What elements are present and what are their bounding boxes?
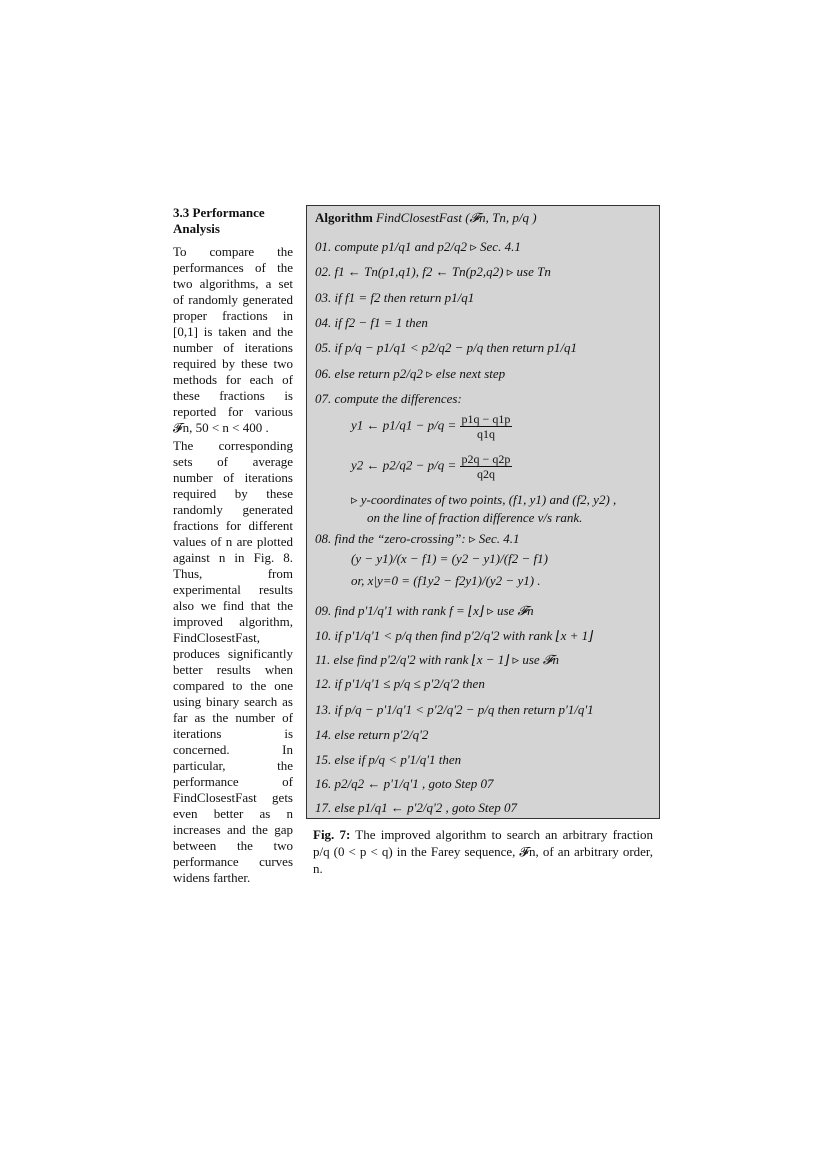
algorithm-keyword: Algorithm [315,210,373,225]
algo-line-17: 17. else p1/q1 ← p'2/q'2 , goto Step 07 [315,800,517,815]
algo-line-03: 03. if f1 = f2 then return p1/q1 [315,290,475,305]
algo-line-01: 01. compute p1/q1 and p2/q2 ▹ Sec. 4.1 [315,239,521,254]
y2-numerator: p2q − q2p [461,452,511,466]
algo-line-13: 13. if p/q − p'1/q'1 < p'2/q'2 − p/q then return p'1/q'1 [315,702,594,717]
algo-y2-row [351,452,512,481]
caption-text: The improved algorithm to search an arbitrary fraction p/q (0 < p < q) in the Farey sequence, 𝓕n, of an arbitrary order, n. [313,827,653,876]
paragraph-2: The corresponding sets of average number of iterations required by these randomly generated fractions for different values of n are plotted against n in Fig. 8. Thus, from experimental results also we find that the improved algorithm, FindClosestFast, produces significantly better results when compared to the one using binary search as far as the number of iterations is concerned. In particular, the performance of FindClosestFast gets even better as n increases and the gap between the two performance curves widens farther. [173,438,293,885]
y1-fraction [460,412,513,441]
figure-caption [313,826,653,877]
section-title: 3.3 Performance Analysis [173,205,265,236]
algo-line-07: 07. compute the differences: [315,391,462,406]
algo-y2-expr: y2 ← p2/q2 − p/q = [351,457,457,473]
caption-label: Fig. 7: [313,827,351,842]
algo-comment-2: on the line of fraction difference v/s rank. [367,510,583,525]
algo-line-08: 08. find the “zero-crossing”: ▹ Sec. 4.1 [315,531,520,546]
algo-line-11: 11. else find p'2/q'2 with rank ⌊x − 1⌋ ▹ use 𝓕n [315,652,560,667]
algo-line-14: 14. else return p'2/q'2 [315,727,429,742]
algo-line-04: 04. if f2 − f1 = 1 then [315,315,428,330]
algo-line-12: 12. if p'1/q'1 ≤ p/q ≤ p'2/q'2 then [315,676,485,691]
algo-line-09: 09. find p'1/q'1 with rank f = ⌊x⌋ ▹ use 𝓕n [315,603,534,618]
paragraph-1: To compare the performances of the two algorithms, a set of randomly generated proper fractions in [0,1] is taken and the number of iterations required by these two methods for each of these fractions is reported for various 𝓕n, 50 < n < 400 . [173,244,293,435]
algo-line-02: 02. f1 ← Tn(p1,q1), f2 ← Tn(p2,q2) ▹ use Tn [315,264,551,279]
algo-y1-row [351,412,512,441]
section-column [173,205,293,888]
algo-zero-eq-2: or, x|y=0 = (f1y2 − f2y1)/(y2 − y1) . [351,573,541,588]
algo-line-06: 06. else return p2/q2 ▹ else next step [315,366,506,381]
algo-y1-expr: y1 ← p1/q1 − p/q = [351,417,457,433]
algo-line-15: 15. else if p/q < p'1/q'1 then [315,752,462,767]
algorithm-box [306,205,660,819]
algorithm-header [315,210,537,226]
y1-numerator: p1q − q1p [461,412,511,426]
y1-denominator: q1q [476,427,495,441]
y2-denominator: q2q [476,467,495,481]
algo-zero-eq-1: (y − y1)/(x − f1) = (y2 − y1)/(f2 − f1) [351,551,548,566]
algo-line-05: 05. if p/q − p1/q1 < p2/q2 − p/q then return p1/q1 [315,340,577,355]
algo-line-10: 10. if p'1/q'1 < p/q then find p'2/q'2 with rank ⌊x + 1⌋ [315,628,594,643]
algo-line-16: 16. p2/q2 ← p'1/q'1 , goto Step 07 [315,776,494,791]
algorithm-signature: FindClosestFast (𝓕n, Tn, p/q ) [376,210,537,225]
algo-comment-1: ▹ y-coordinates of two points, (f1, y1) and (f2, y2) , [351,492,617,507]
y2-fraction [460,452,513,481]
